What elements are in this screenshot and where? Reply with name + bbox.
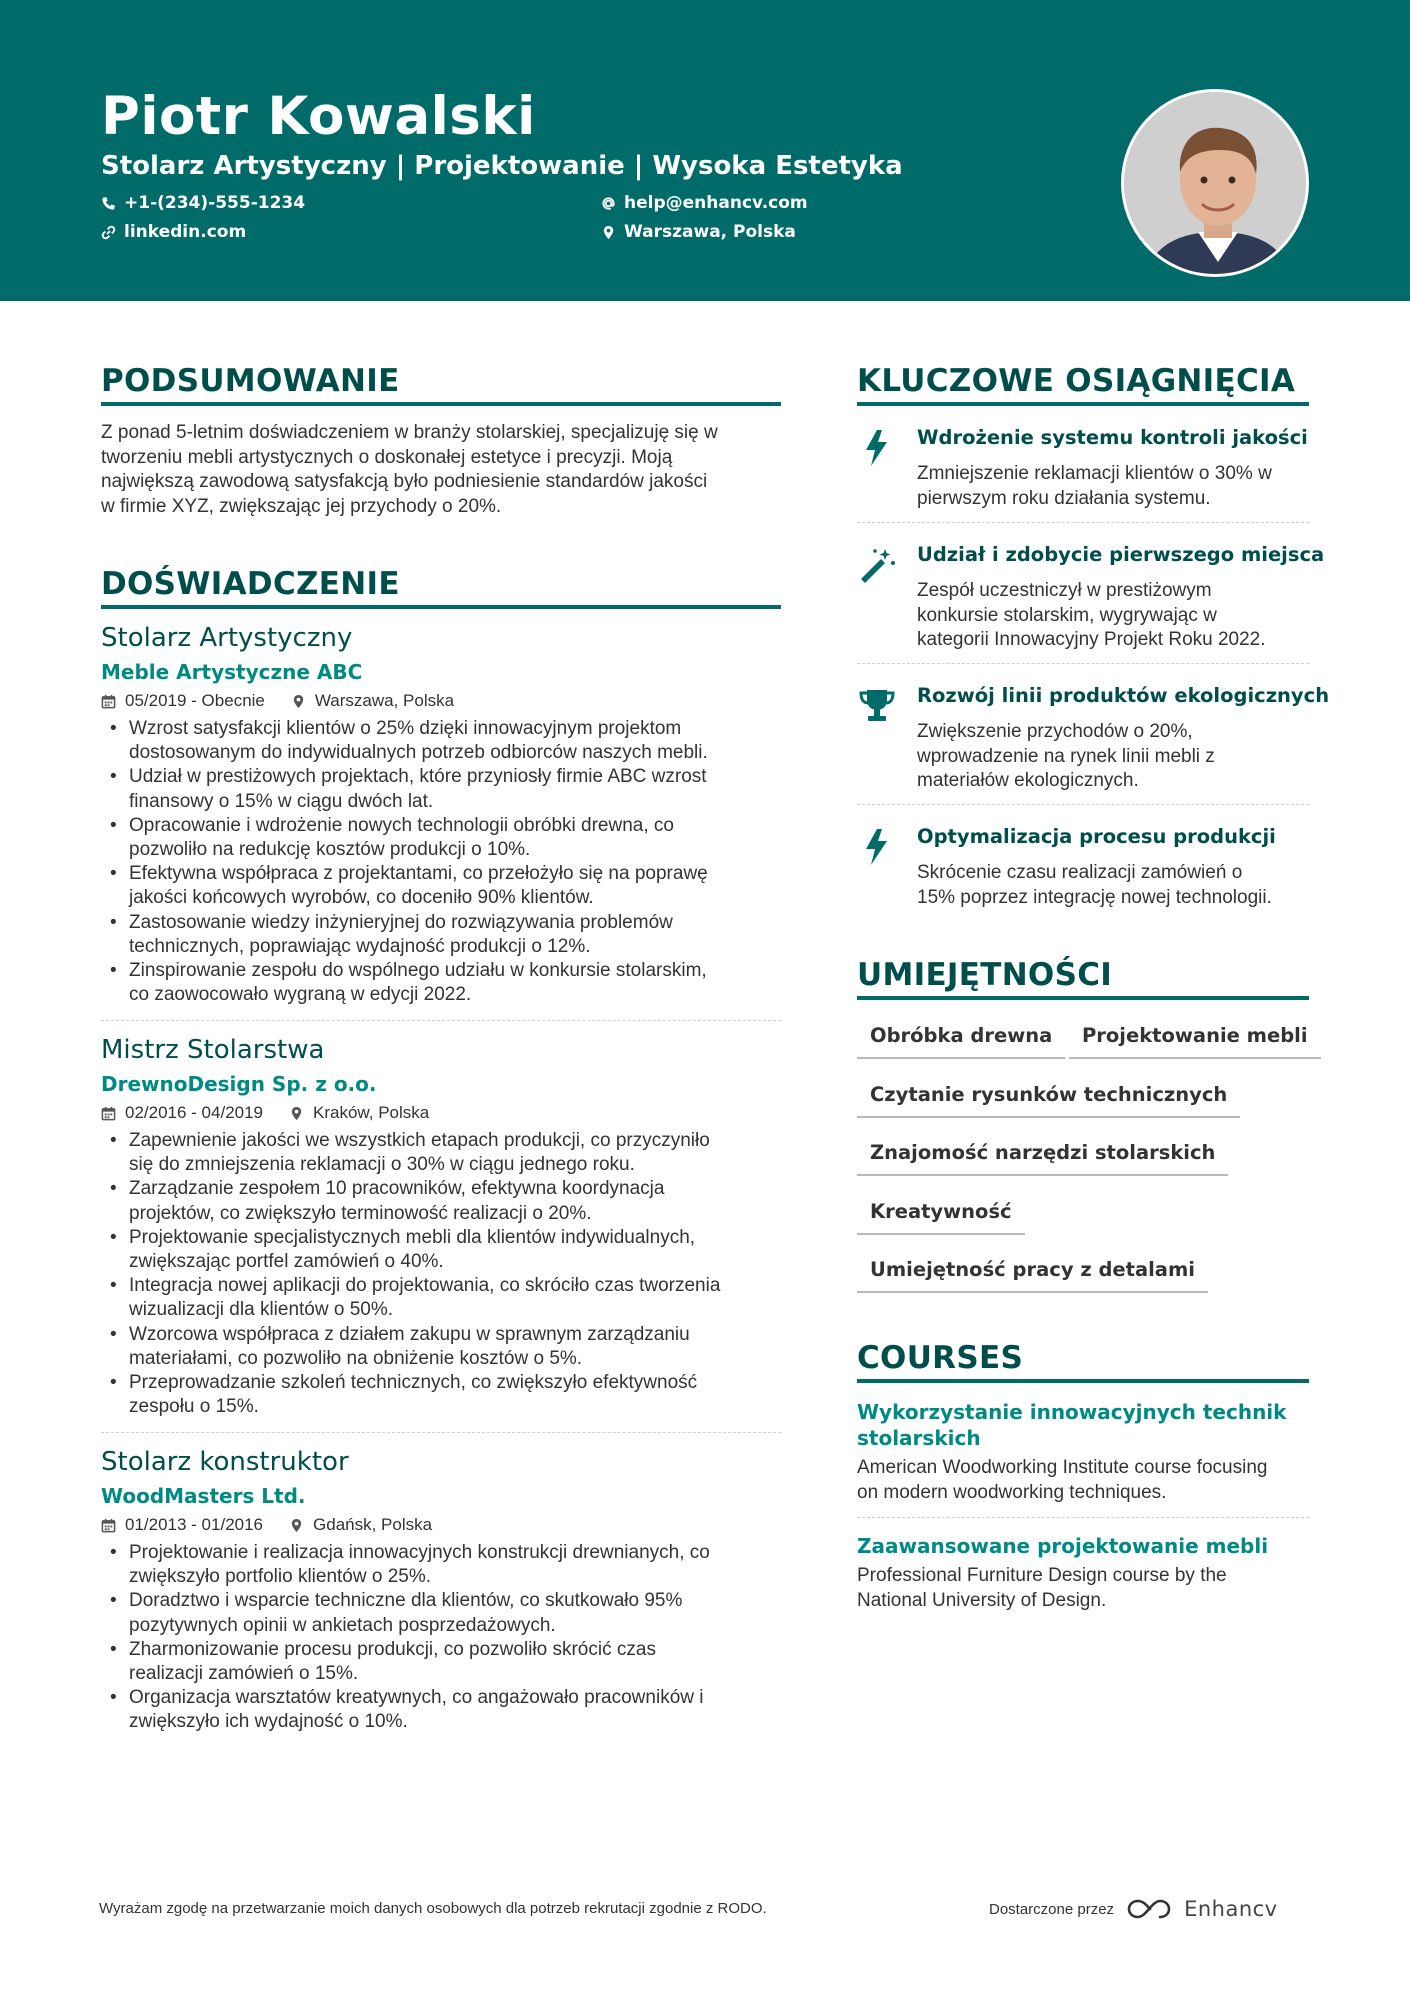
job-location (289, 1102, 429, 1124)
person-portrait-icon (1124, 92, 1309, 277)
achievement-item (857, 825, 1309, 915)
job-meta (101, 690, 781, 712)
job-bullet: • Integracja nowej aplikacji do projektowania, co skróciło czas tworzenia wizualizacji dla klientów o 50%. (101, 1274, 781, 1322)
job-location (291, 690, 454, 712)
courses-rule (857, 1379, 1309, 1383)
job-company[interactable]: Meble Artystyczne ABC (101, 660, 363, 684)
job-meta (101, 1514, 781, 1536)
course-title: Zaawansowane projektowanie mebli (857, 1534, 1269, 1558)
course-divider (857, 1517, 1309, 1518)
skill-tag: Obróbka drewna (857, 1024, 1065, 1059)
location-pin-icon (289, 1106, 304, 1121)
achievement-divider (857, 804, 1309, 805)
skill-tag: Czytanie rysunków technicznych (857, 1083, 1240, 1118)
skill-tag: Umiejętność pracy z detalami (857, 1258, 1208, 1293)
summary-heading: PODSUMOWANIE (101, 363, 400, 399)
achievements-heading: KLUCZOWE OSIĄGNIĘCIA (857, 363, 1296, 399)
at-icon (601, 196, 616, 211)
job-bullets (101, 1541, 781, 1735)
link-icon (101, 225, 116, 240)
job-dates (101, 1102, 263, 1124)
location-text: Warszawa, Polska (624, 222, 796, 242)
job-bullet: • Organizacja warsztatów kreatywnych, co angażowało pracowników i zwiększyło ich wydajność o 10%. (101, 1686, 781, 1734)
job-bullet: • Zapewnienie jakości we wszystkich etapach produkcji, co przyczyniło się do zmniejszenia reklamacji o 30% w ciągu jednego roku. (101, 1129, 781, 1177)
lightning-bolt-icon (857, 827, 897, 867)
course-desc: American Woodworking Institute course focusing on modern woodworking techniques. (857, 1457, 1268, 1503)
candidate-name: Piotr Kowalski (101, 86, 536, 147)
skill-tag: Znajomość narzędzi stolarskich (857, 1141, 1228, 1176)
magic-wand-icon (857, 545, 897, 585)
linkedin-text: linkedin.com (124, 222, 247, 242)
email-text: help@enhancv.com (624, 193, 808, 213)
achievement-item (857, 543, 1325, 653)
powered-by[interactable] (989, 1897, 1278, 1921)
job-bullet: • Udział w prestiżowych projektach, które przyniosły firmie ABC wzrost finansowy o 15% w ciągu dwóch lat. (101, 765, 781, 813)
job-dates (101, 690, 265, 712)
achievement-title: Wdrożenie systemu kontroli jakości (917, 426, 1308, 449)
job-company[interactable]: WoodMasters Ltd. (101, 1484, 306, 1508)
job-bullet: • Opracowanie i wdrożenie nowych technologii obróbki drewna, co pozwoliło na redukcję kosztów produkcji o 10%. (101, 814, 781, 862)
job-bullets (101, 1129, 781, 1419)
job-bullet: • Zarządzanie zespołem 10 pracowników, efektywna koordynacja projektów, co zwiększyło terminowość realizacji o 20%. (101, 1177, 781, 1225)
job-location-text: Kraków, Polska (313, 1103, 430, 1122)
job-company[interactable]: DrewnoDesign Sp. z o.o. (101, 1072, 377, 1096)
summary-line: w firmie XYZ, zwiększając jej przychody o 20%. (101, 495, 502, 517)
job-title: Stolarz konstruktor (101, 1447, 349, 1477)
experience-heading: DOŚWIADCZENIE (101, 566, 400, 602)
enhancv-logo-icon (1126, 1897, 1172, 1921)
job-bullets (101, 717, 781, 1007)
achievement-divider (857, 522, 1309, 523)
achievement-item (857, 426, 1309, 516)
job-bullet: • Projektowanie specjalistycznych mebli dla klientów indywidualnych, zwiększając portfel zamówień o 40%. (101, 1226, 781, 1274)
skills-rule (857, 996, 1309, 1000)
phone-icon (101, 196, 116, 211)
job-bullet: • Efektywna współpraca z projektantami, co przełożyło się na poprawę jakości końcowych wyrobów, co doceniło 90% klientów. (101, 862, 781, 910)
achievements-rule (857, 402, 1309, 406)
job-meta (101, 1102, 781, 1124)
contact-linkedin[interactable] (101, 222, 246, 242)
calendar-icon (101, 694, 116, 709)
job-entry (101, 1445, 781, 1735)
course-desc: Professional Furniture Design course by the National University of Design. (857, 1565, 1227, 1611)
job-divider (101, 1432, 781, 1433)
job-location (289, 1514, 432, 1536)
achievement-divider (857, 663, 1309, 664)
achievement-desc: Zespół uczestniczył w prestiżowym konkursie stolarskim, wygrywając w kategorii Innowacyjny Projekt Roku 2022. (917, 580, 1266, 650)
contact-email[interactable] (601, 193, 808, 213)
summary-line: Z ponad 5-letnim doświadczeniem w branży stolarskiej, specjalizuję się w (101, 422, 718, 443)
job-bullet: • Doradztwo i wsparcie techniczne dla klientów, co skutkowało 95% pozytywnych opinii w ankietach posprzedażowych. (101, 1589, 781, 1637)
achievement-desc: Skrócenie czasu realizacji zamówień o 15% poprzez integrację nowej technologii. (917, 862, 1272, 908)
courses-heading: COURSES (857, 1340, 1024, 1376)
job-dates-text: 05/2019 - Obecnie (125, 691, 265, 710)
job-dates-text: 01/2013 - 01/2016 (125, 1515, 264, 1534)
job-entry (101, 621, 781, 1007)
location-pin-icon (291, 694, 306, 709)
achievement-title: Optymalizacja procesu produkcji (917, 825, 1276, 848)
resume-header (0, 0, 1410, 301)
achievement-item (857, 684, 1330, 794)
achievement-title: Udział i zdobycie pierwszego miejsca (917, 543, 1325, 566)
location-pin-icon (601, 225, 616, 240)
job-location-text: Gdańsk, Polska (313, 1515, 433, 1534)
profile-photo (1121, 89, 1309, 277)
job-dates (101, 1514, 263, 1536)
job-title: Stolarz Artystyczny (101, 623, 353, 653)
achievement-desc: Zwiększenie przychodów o 20%, wprowadzenie na rynek linii mebli z materiałów ekologicznych. (917, 721, 1215, 791)
job-title: Mistrz Stolarstwa (101, 1035, 325, 1065)
job-dates-text: 02/2016 - 04/2019 (125, 1103, 264, 1122)
gdpr-consent-note: Wyrażam zgodę na przetwarzanie moich danych osobowych dla potrzeb rekrutacji zgodnie z RODO. (99, 1900, 767, 1917)
achievement-desc: Zmniejszenie reklamacji klientów o 30% w pierwszym roku działania systemu. (917, 463, 1272, 509)
brand-name: Enhancv (1184, 1897, 1278, 1921)
achievement-title: Rozwój linii produktów ekologicznych (917, 684, 1330, 707)
experience-rule (101, 605, 781, 609)
skill-tag: Projektowanie mebli (1069, 1024, 1321, 1059)
summary-text (101, 421, 801, 519)
contact-location (601, 222, 796, 242)
job-bullet: • Przeprowadzanie szkoleń technicznych, co zwiększyło efektywność zespołu o 15%. (101, 1371, 781, 1419)
summary-line: tworzeniu mebli artystycznych o doskonałej estetyce i precyzji. Moją (101, 446, 673, 468)
job-bullet: • Zinspirowanie zespołu do wspólnego udziału w konkursie stolarskim, co zaowocowało wygraną w edycji 2022. (101, 959, 781, 1007)
phone-text: +1-(234)-555-1234 (124, 193, 306, 213)
course-title: Wykorzystanie innowacyjnych technik stolarskich (857, 1400, 1287, 1450)
job-bullet: • Wzorcowa współpraca z działem zakupu w sprawnym zarządzaniu materiałami, co pozwoliło na obniżenie kosztów o 5%. (101, 1323, 781, 1371)
job-bullet: • Zastosowanie wiedzy inżynieryjnej do rozwiązywania problemów technicznych, poprawiając wydajność produkcji o 12%. (101, 911, 781, 959)
powered-by-label: Dostarczone przez (989, 1900, 1115, 1918)
job-entry (101, 1033, 781, 1419)
lightning-bolt-icon (857, 428, 897, 468)
skill-tag: Kreatywność (857, 1200, 1025, 1235)
skills-heading: UMIEJĘTNOŚCI (857, 957, 1113, 993)
summary-rule (101, 402, 781, 406)
job-location-text: Warszawa, Polska (314, 691, 455, 710)
contact-phone[interactable] (101, 193, 305, 213)
candidate-headline: Stolarz Artystyczny | Projektowanie | Wysoka Estetyka (101, 151, 903, 181)
job-bullet: • Projektowanie i realizacja innowacyjnych konstrukcji drewnianych, co zwiększyło portfolio klientów o 25%. (101, 1541, 781, 1589)
job-divider (101, 1020, 781, 1021)
summary-line: największą zawodową satysfakcją było podniesienie standardów jakości (101, 471, 708, 492)
calendar-icon (101, 1106, 116, 1121)
location-pin-icon (289, 1518, 304, 1533)
calendar-icon (101, 1518, 116, 1533)
trophy-icon (857, 686, 897, 726)
job-bullet: • Wzrost satysfakcji klientów o 25% dzięki innowacyjnym projektom dostosowanym do indywidualnych potrzeb odbiorców naszych mebli. (101, 717, 781, 765)
job-bullet: • Zharmonizowanie procesu produkcji, co pozwoliło skrócić czas realizacji zamówień o 15%. (101, 1638, 781, 1686)
